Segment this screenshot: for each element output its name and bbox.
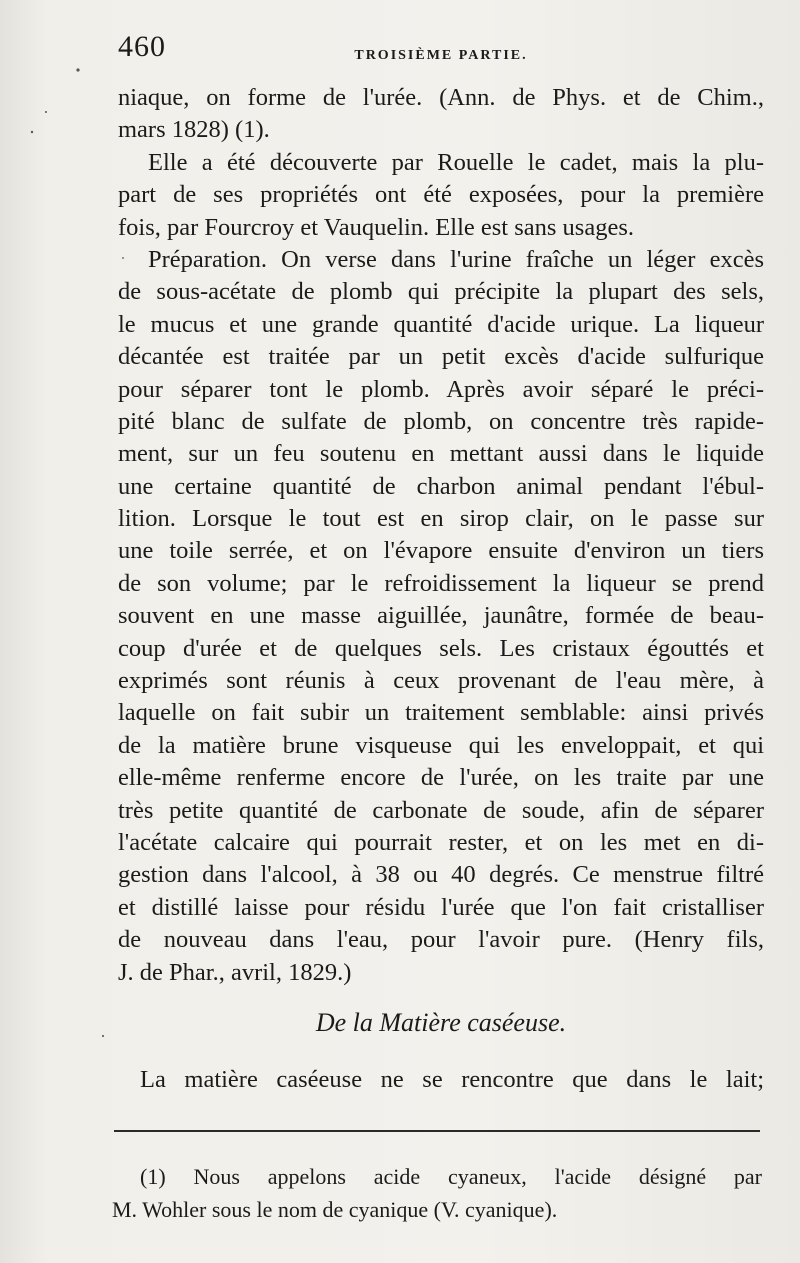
body-line: pité blanc de sulfate de plomb, on concentre très rapide- xyxy=(118,407,764,435)
body-final-line: La matière caséeuse ne se rencontre que dans le lait; xyxy=(140,1066,764,1093)
speck xyxy=(76,68,79,71)
body-line: très petite quantité de carbonate de soude, afin de séparer xyxy=(118,796,764,824)
body-line: une toile serrée, et on l'évapore ensuite d'environ un tiers xyxy=(118,537,764,565)
body-line: part de ses propriétés ont été exposées, pour la première xyxy=(118,181,764,209)
body-line: de son volume; par le refroidissement la liqueur se prend xyxy=(118,569,764,597)
speck xyxy=(45,111,47,113)
body-line: une certaine quantité de charbon animal pendant l'ébul- xyxy=(118,472,764,500)
body-line: souvent en une masse aiguillée, jaunâtre, formée de beau- xyxy=(118,602,764,630)
body-line: de nouveau dans l'eau, pour l'avoir pure. (Henry fils, xyxy=(118,926,764,954)
body-line: l'acétate calcaire qui pourrait rester, et on les met en di- xyxy=(118,828,764,856)
body-line: le mucus et une grande quantité d'acide urique. La liqueur xyxy=(118,310,764,338)
body-line: Elle a été découverte par Rouelle le cadet, mais la plu- xyxy=(148,148,764,176)
body-line: ment, sur un feu soutenu en mettant aussi dans le liquide xyxy=(118,440,764,468)
speck xyxy=(122,257,124,259)
section-heading: De la Matière caséeuse. xyxy=(315,1008,567,1037)
footnote-line: M. Wohler sous le nom de cyanique (V. cyanique). xyxy=(112,1197,558,1222)
body-line: J. de Phar., avril, 1829.) xyxy=(118,958,352,986)
body-line: décantée est traitée par un petit excès d'acide sulfurique xyxy=(118,343,764,371)
body-line: et distillé laisse pour résidu l'urée que l'on fait cristalliser xyxy=(118,893,764,921)
body-line: pour séparer tont le plomb. Après avoir séparé le préci- xyxy=(118,375,764,403)
body-line: lition. Lorsque le tout est en sirop clair, on le passe sur xyxy=(118,505,764,533)
page-number: 460 xyxy=(118,30,166,63)
body-line: mars 1828) (1). xyxy=(118,116,270,144)
speck xyxy=(31,131,33,133)
body-line: laquelle on fait subir un traitement semblable: ainsi privés xyxy=(118,699,764,727)
body-line: exprimés sont réunis à ceux provenant de l'eau mère, à xyxy=(118,667,764,695)
body-line: niaque, on forme de l'urée. (Ann. de Phys. et de Chim., xyxy=(118,84,764,111)
body-line: de sous-acétate de plomb qui précipite la plupart des sels, xyxy=(118,278,764,306)
body-line: coup d'urée et de quelques sels. Les cristaux égouttés et xyxy=(118,634,764,662)
footnote-line: (1) Nous appelons acide cyaneux, l'acide désigné par xyxy=(140,1164,762,1189)
running-head: TROISIÈME PARTIE. xyxy=(354,48,528,63)
speck xyxy=(102,1035,104,1037)
body-line: gestion dans l'alcool, à 38 ou 40 degrés. Ce menstrue filtré xyxy=(118,861,764,889)
body-line: de la matière brune visqueuse qui les enveloppait, et qui xyxy=(118,731,764,759)
body-line: elle-même renferme encore de l'urée, on les traite par une xyxy=(118,764,764,792)
body-line: fois, par Fourcroy et Vauquelin. Elle est sans usages. xyxy=(118,213,634,241)
body-line: Préparation. On verse dans l'urine fraîche un léger excès xyxy=(148,245,764,273)
